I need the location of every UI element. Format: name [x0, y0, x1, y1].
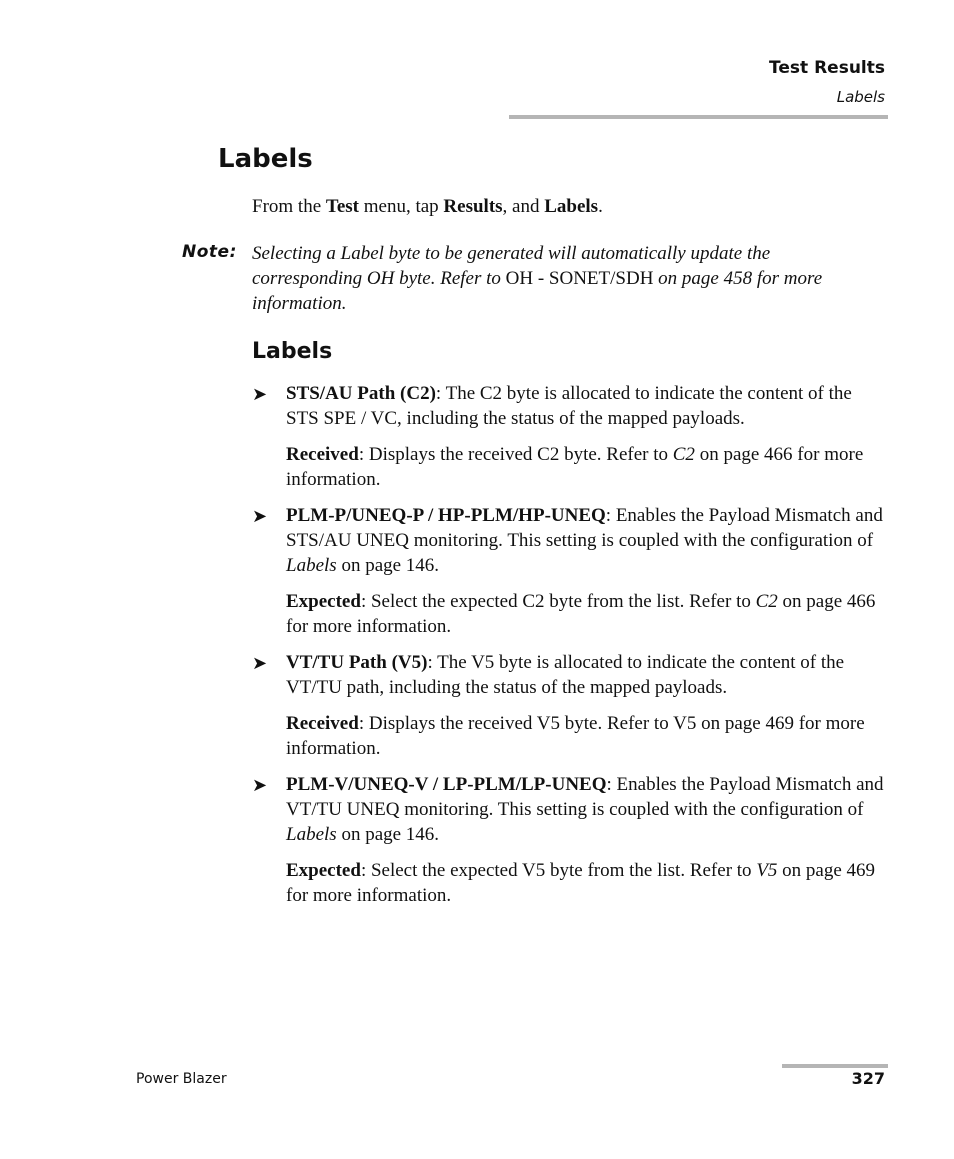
list-item-plm-p: ➤ PLM-P/UNEQ-P / HP-PLM/HP-UNEQ: Enables the Payload Mismatch and STS/AU UNEQ monitoring. This setting is coupled with the configuration of Labels on page 146.: [252, 505, 883, 576]
list-item-sts-au-path: ➤ STS/AU Path (C2): The C2 byte is allocated to indicate the content of the STS SPE / VC, including the status of the mapped payloads.: [252, 383, 852, 429]
arrow-bullet-icon: ➤: [252, 384, 268, 404]
cross-reference-link[interactable]: V5: [756, 860, 778, 881]
list-item-vt-tu-path: ➤ VT/TU Path (V5): The V5 byte is allocated to indicate the content of the VT/TU path, including the status of the mapped payloads.: [252, 652, 845, 698]
page-heading: Labels: [218, 144, 313, 174]
list-item-detail: Received: Displays the received V5 byte. Refer to V5 on page 469 for more information.: [286, 713, 865, 759]
note-text: Selecting a Label byte to be generated will automatically update the corresponding OH byte. Refer to OH - SONET/SDH on page 458 for more information.: [252, 243, 823, 314]
labels-list: [252, 381, 884, 908]
page-number: 327: [851, 1069, 885, 1088]
list-item-detail: Expected: Select the expected V5 byte from the list. Refer to V5 on page 469 for more information.: [286, 860, 876, 906]
arrow-bullet-icon: ➤: [252, 653, 268, 673]
note-label: Note:: [182, 242, 237, 262]
header-rule: [509, 115, 888, 119]
footer-rule: [782, 1064, 888, 1068]
running-header-subtitle: Labels: [836, 88, 885, 106]
arrow-bullet-icon: ➤: [252, 506, 268, 526]
cross-reference-link[interactable]: C2: [755, 591, 778, 612]
running-header-title: Test Results: [769, 58, 885, 78]
cross-reference-link[interactable]: Labels: [286, 824, 337, 845]
note-reference-link[interactable]: OH - SONET/SDH: [505, 268, 654, 289]
list-item-detail: Expected: Select the expected C2 byte from the list. Refer to C2 on page 466 for more information.: [286, 591, 876, 637]
list-item-detail: Received: Displays the received C2 byte. Refer to C2 on page 466 for more information.: [286, 444, 864, 490]
list-item-plm-v: ➤ PLM-V/UNEQ-V / LP-PLM/LP-UNEQ: Enables the Payload Mismatch and VT/TU UNEQ monitoring. This setting is coupled with the configuration of Labels on page 146.: [252, 774, 884, 845]
cross-reference-link[interactable]: C2: [672, 444, 695, 465]
intro-paragraph: From the Test menu, tap Results, and Labels.: [252, 196, 603, 217]
section-subheading: Labels: [252, 339, 333, 364]
arrow-bullet-icon: ➤: [252, 775, 268, 795]
cross-reference-link[interactable]: Labels: [286, 555, 337, 576]
footer-product-name: Power Blazer: [136, 1071, 227, 1087]
